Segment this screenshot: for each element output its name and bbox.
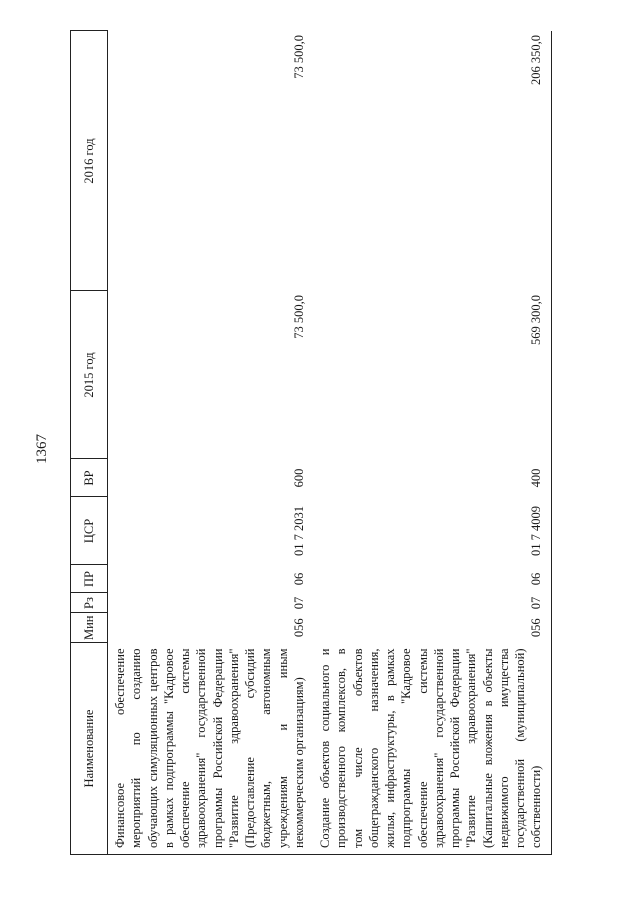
header-min: Мин — [71, 613, 108, 643]
header-2015: 2015 год — [71, 291, 108, 459]
row-pr: 06 — [313, 565, 551, 593]
table-header-row — [71, 31, 108, 855]
row-min: 056 — [291, 618, 306, 638]
header-rz: Рз — [71, 593, 108, 613]
header-vr: ВР — [71, 459, 108, 497]
row-rz: 07 — [291, 596, 306, 610]
row-vr: 400 — [313, 459, 551, 497]
row-vr: 600 — [291, 468, 306, 488]
table-row — [108, 31, 314, 855]
page-number: 1367 — [34, 434, 50, 464]
header-2016: 2016 год — [71, 31, 108, 291]
row-pr: 06 — [291, 572, 306, 586]
row-min: 056 — [313, 613, 551, 643]
table-row — [313, 31, 551, 855]
row-name: Создание объектов социального и производственного комплексов, в том числе объектов общегражданского назначения, жилья, инфраструктуры, в рамках подпрограммы "Кадровое обеспечение системы здравоохранения" государственной программы Российской Федерации "Развитие здравоохранения" (Капитальные вложения в объекты недвижимого имущества государственной (муниципальной) собственности) — [313, 643, 551, 855]
row-name: Финансовое обеспечение мероприятий по созданию обучающих симуляционных центров в рамках подпрограммы "Кадровое обеспечение системы здравоохранения" государственной программы Российской Федерации "Развитие здравоохранения" (Предоставление субсидий бюджетным, автономным учреждениям и иным некоммерческим организациям) — [108, 643, 314, 855]
row-2015: 73 500,0 — [291, 295, 306, 339]
row-csr: 01 7 4009 — [313, 497, 551, 565]
row-rz: 07 — [313, 593, 551, 613]
row-2015: 569 300,0 — [313, 291, 551, 459]
row-2016: 206 350,0 — [313, 31, 551, 291]
row-csr: 01 7 2031 — [291, 506, 306, 556]
header-name: Наименование — [71, 643, 108, 855]
row-2016: 73 500,0 — [291, 35, 306, 79]
header-pr: ПР — [71, 565, 108, 593]
header-csr: ЦСР — [71, 497, 108, 565]
budget-table — [70, 31, 552, 856]
